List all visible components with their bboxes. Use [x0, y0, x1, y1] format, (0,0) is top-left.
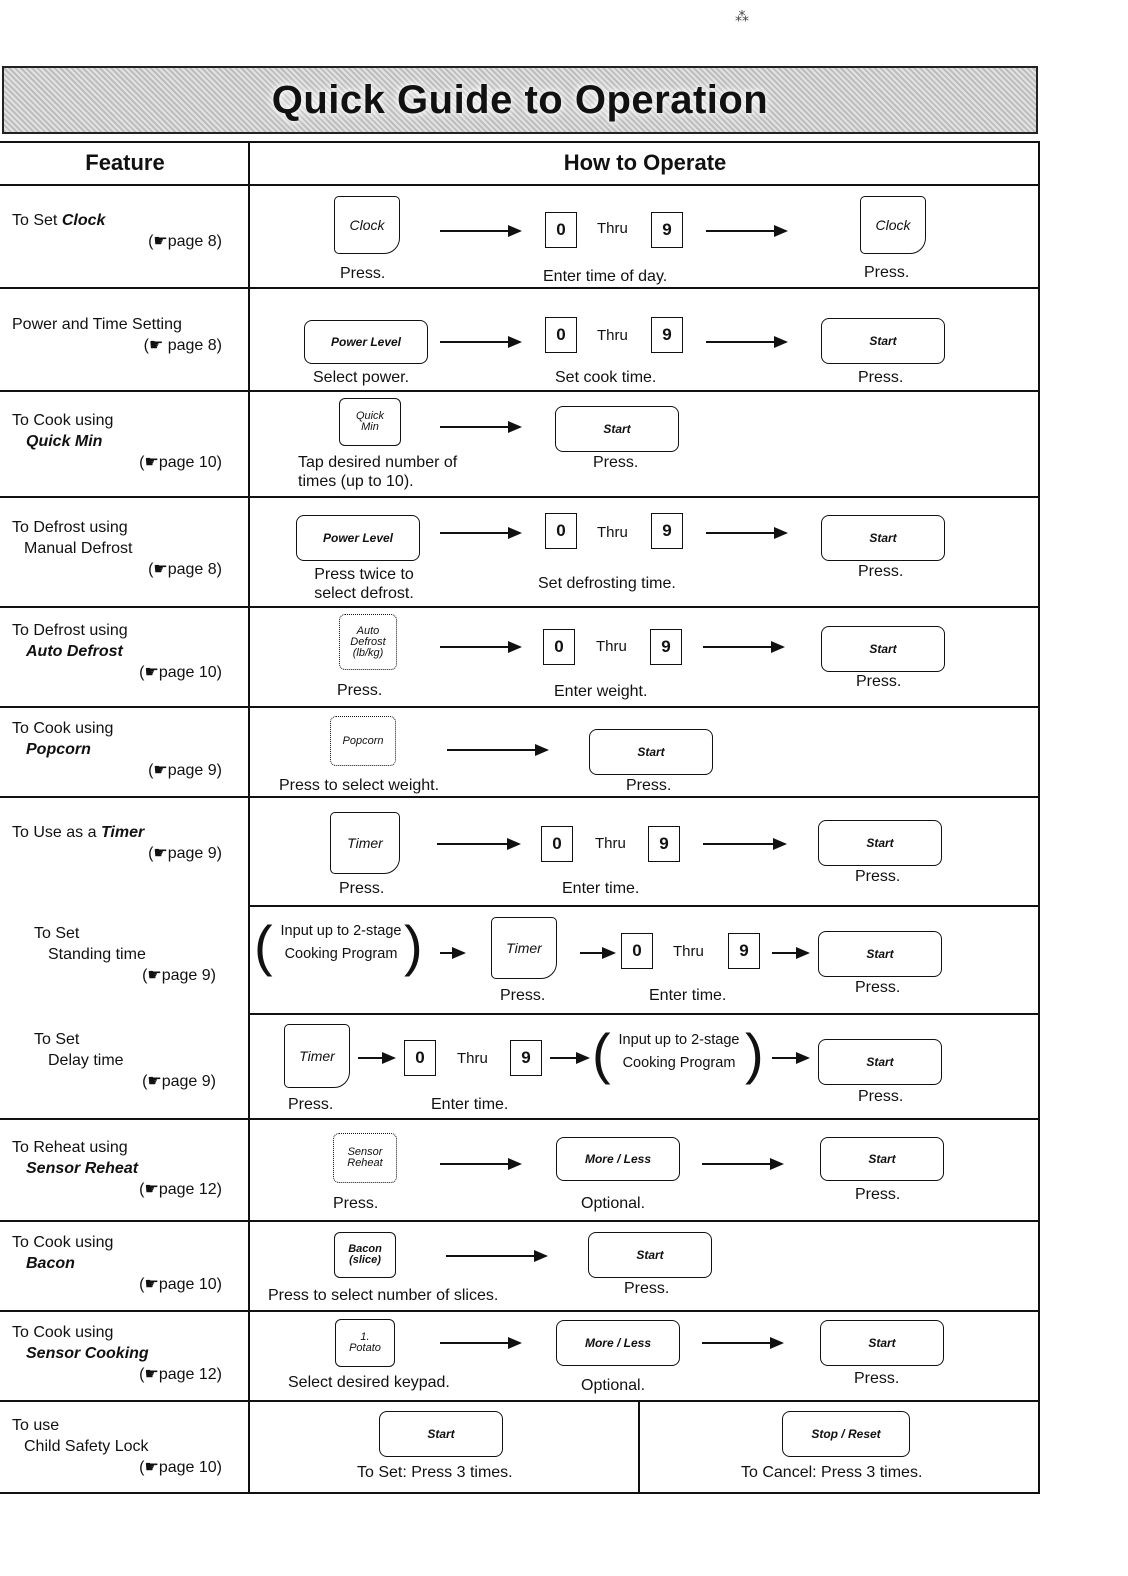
arrow-icon: [440, 1342, 520, 1344]
arrow-icon: [446, 1255, 546, 1257]
digit-zero-key[interactable]: 0: [545, 212, 577, 248]
thru-text: Thru: [597, 524, 628, 541]
start-key[interactable]: Start: [821, 318, 945, 364]
close-paren: ): [745, 1022, 764, 1085]
step-label: Set cook time.: [555, 369, 657, 386]
step-label: Press.: [340, 265, 386, 282]
start-key[interactable]: Start: [379, 1411, 503, 1457]
digit-zero-key[interactable]: 0: [543, 629, 575, 665]
digit-nine-key[interactable]: 9: [650, 629, 682, 665]
arrow-icon: [772, 952, 808, 954]
step-label: To Cancel: Press 3 times.: [741, 1464, 923, 1481]
power-level-key[interactable]: Power Level: [304, 320, 428, 364]
thru-text: Thru: [457, 1050, 488, 1067]
feature-auto-defrost: To Defrost using Auto Defrost (☛page 10): [12, 622, 222, 681]
arrow-icon: [440, 646, 520, 648]
arrow-icon: [580, 952, 614, 954]
row-divider: [0, 1310, 1040, 1312]
row-divider: [0, 796, 1040, 798]
step-label: Optional.: [581, 1377, 646, 1394]
cooking-program-note: Input up to 2-stage Cooking Program: [618, 1032, 740, 1071]
clock-key[interactable]: Clock: [334, 196, 400, 254]
sensor-reheat-key[interactable]: Sensor Reheat: [333, 1133, 397, 1183]
start-key[interactable]: Start: [818, 931, 942, 977]
open-paren: (: [592, 1022, 611, 1085]
step-label: Press.: [593, 454, 639, 471]
digit-nine-key[interactable]: 9: [651, 317, 683, 353]
feature-timer: To Use as a Timer (☛page 9): [12, 824, 222, 862]
quick-min-key[interactable]: Quick Min: [339, 398, 401, 446]
feature-quick-min: To Cook using Quick Min (☛page 10): [12, 412, 222, 471]
power-level-key[interactable]: Power Level: [296, 515, 420, 561]
step-label: Enter time.: [562, 880, 640, 897]
feature-clock: To Set Clock (☛page 8): [12, 212, 222, 250]
arrow-icon: [703, 646, 783, 648]
how-column-header: How to Operate: [250, 142, 1040, 186]
feature-sensor-cooking: To Cook using Sensor Cooking (☛page 12): [12, 1324, 222, 1383]
row-divider: [0, 287, 1040, 289]
step-label: Enter weight.: [554, 683, 648, 700]
feature-popcorn: To Cook using Popcorn (☛page 9): [12, 720, 222, 779]
page-title: Quick Guide to Operation: [271, 77, 769, 122]
timer-key[interactable]: Timer: [330, 812, 400, 874]
arrow-icon: [440, 230, 520, 232]
row-divider: [0, 606, 1040, 608]
arrow-icon: [358, 1057, 394, 1059]
digit-nine-key[interactable]: 9: [651, 212, 683, 248]
digit-zero-key[interactable]: 0: [404, 1040, 436, 1076]
row-divider: [0, 1118, 1040, 1120]
start-key[interactable]: Start: [588, 1232, 712, 1278]
feature-child-safety-lock: To use Child Safety Lock (☛page 10): [12, 1417, 222, 1476]
step-label: Press.: [624, 1280, 670, 1297]
digit-zero-key[interactable]: 0: [545, 513, 577, 549]
arrow-icon: [440, 532, 520, 534]
feature-power-time: Power and Time Setting (☛ page 8): [12, 316, 222, 354]
arrow-icon: [440, 1163, 520, 1165]
potato-key[interactable]: 1. Potato: [335, 1319, 395, 1367]
row-divider: [0, 390, 1040, 392]
step-label: Press.: [854, 1370, 900, 1387]
feature-bacon: To Cook using Bacon (☛page 10): [12, 1234, 222, 1293]
feature-standing-time: To Set Standing time (☛page 9): [34, 925, 216, 984]
table-bottom-border: [0, 1492, 1040, 1494]
step-label: Press.: [626, 777, 672, 794]
row-divider: [248, 905, 1040, 907]
bacon-key[interactable]: Bacon (slice): [334, 1232, 396, 1278]
step-label: Press.: [500, 987, 546, 1004]
step-label: Enter time.: [431, 1096, 509, 1113]
start-key[interactable]: Start: [589, 729, 713, 775]
stop-reset-key[interactable]: Stop / Reset: [782, 1411, 910, 1457]
digit-zero-key[interactable]: 0: [621, 933, 653, 969]
arrow-icon: [772, 1057, 808, 1059]
start-key[interactable]: Start: [818, 1039, 942, 1085]
step-label: Press.: [288, 1096, 334, 1113]
step-label: Press.: [333, 1195, 379, 1212]
arrow-icon: [702, 1163, 782, 1165]
thru-text: Thru: [597, 327, 628, 344]
start-key[interactable]: Start: [821, 626, 945, 672]
feature-delay-time: To Set Delay time (☛page 9): [34, 1031, 216, 1090]
step-label: Select desired keypad.: [288, 1374, 450, 1391]
step-label: Press.: [858, 563, 904, 580]
start-key[interactable]: Start: [821, 515, 945, 561]
auto-defrost-key[interactable]: Auto Defrost (lb/kg): [339, 614, 397, 670]
thru-text: Thru: [596, 638, 627, 655]
arrow-icon: [706, 532, 786, 534]
cooking-program-note: Input up to 2-stage Cooking Program: [280, 923, 402, 962]
digit-nine-key[interactable]: 9: [651, 513, 683, 549]
start-key[interactable]: Start: [820, 1137, 944, 1181]
start-key[interactable]: Start: [818, 820, 942, 866]
step-label: Press.: [858, 1088, 904, 1105]
arrow-icon: [550, 1057, 588, 1059]
step-label: Press.: [855, 979, 901, 996]
thru-text: Thru: [595, 835, 626, 852]
step-label: Press.: [864, 264, 910, 281]
arrow-icon: [440, 341, 520, 343]
step-label: Enter time of day.: [543, 268, 668, 285]
step-label: Press.: [339, 880, 385, 897]
step-label: Press.: [855, 1186, 901, 1203]
column-divider: [248, 141, 250, 1494]
step-label: Press.: [337, 682, 383, 699]
feature-sensor-reheat: To Reheat using Sensor Reheat (☛page 12): [12, 1139, 222, 1198]
step-label: Set defrosting time.: [538, 575, 676, 592]
step-label: Press to select weight.: [279, 777, 440, 794]
close-paren: ): [404, 914, 423, 977]
feature-column-header: Feature: [0, 142, 250, 186]
step-label: Enter time.: [649, 987, 727, 1004]
step-label: Select power.: [313, 369, 410, 386]
digit-nine-key[interactable]: 9: [728, 933, 760, 969]
start-key[interactable]: Start: [820, 1320, 944, 1366]
digit-zero-key[interactable]: 0: [541, 826, 573, 862]
arrow-icon: [706, 341, 786, 343]
clock-key[interactable]: Clock: [860, 196, 926, 254]
arrow-icon: [440, 952, 464, 954]
step-label: Tap desired number of times (up to 10).: [298, 454, 458, 490]
row-divider: [0, 496, 1040, 498]
digit-zero-key[interactable]: 0: [545, 317, 577, 353]
row-divider: [0, 706, 1040, 708]
arrow-icon: [703, 843, 785, 845]
step-label: Press twice to select defrost.: [314, 566, 414, 602]
digit-nine-key[interactable]: 9: [510, 1040, 542, 1076]
thru-text: Thru: [597, 220, 628, 237]
open-paren: (: [254, 914, 273, 977]
arrow-icon: [702, 1342, 782, 1344]
step-label: Press.: [858, 369, 904, 386]
arrow-icon: [706, 230, 786, 232]
row-divider: [248, 1013, 1040, 1015]
scan-mark: ⁂: [735, 8, 749, 24]
row-divider: [0, 1400, 1040, 1402]
step-label: Optional.: [581, 1195, 646, 1212]
popcorn-key[interactable]: Popcorn: [330, 716, 396, 766]
more-less-key[interactable]: More / Less: [556, 1320, 680, 1366]
arrow-icon: [440, 426, 520, 428]
step-label: To Set: Press 3 times.: [357, 1464, 513, 1481]
table-right-border: [1038, 141, 1040, 1494]
cell-divider: [638, 1400, 640, 1494]
step-label: Press.: [856, 673, 902, 690]
feature-manual-defrost: To Defrost using Manual Defrost (☛page 8): [12, 519, 222, 578]
thru-text: Thru: [673, 943, 704, 960]
title-banner: [2, 66, 1038, 134]
timer-key[interactable]: Timer: [284, 1024, 350, 1088]
step-label: Press to select number of slices.: [268, 1287, 499, 1304]
digit-nine-key[interactable]: 9: [648, 826, 680, 862]
step-label: Press.: [855, 868, 901, 885]
arrow-icon: [447, 749, 547, 751]
more-less-key[interactable]: More / Less: [556, 1137, 680, 1181]
row-divider: [0, 1220, 1040, 1222]
arrow-icon: [437, 843, 519, 845]
timer-key[interactable]: Timer: [491, 917, 557, 979]
start-key[interactable]: Start: [555, 406, 679, 452]
